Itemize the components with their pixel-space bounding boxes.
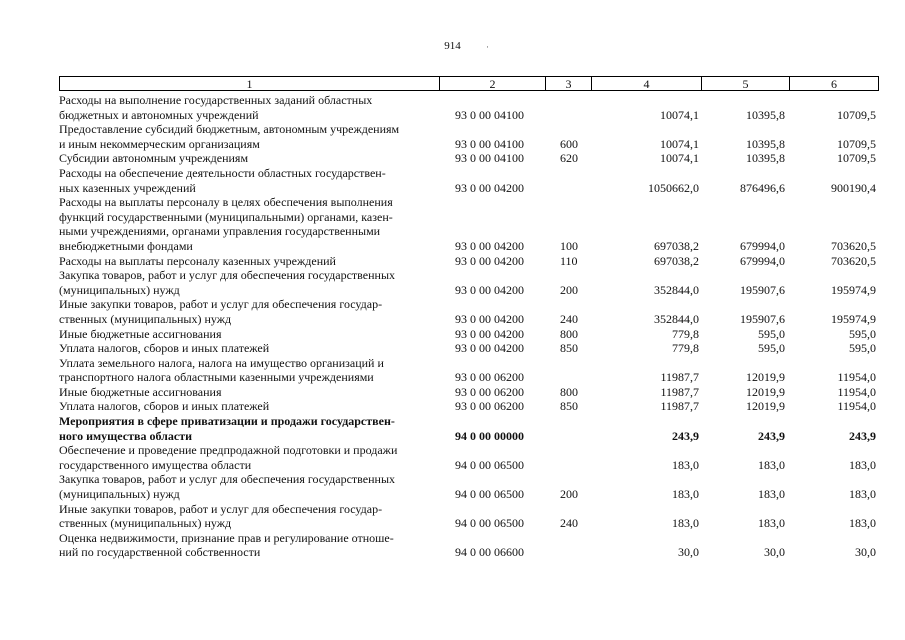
row-description (59, 195, 439, 253)
row-value-2: 243,9 (758, 428, 785, 443)
row-value-3: 703620,5 (831, 238, 876, 253)
row-value-1: 10074,1 (660, 136, 699, 151)
row-value-2: 195907,6 (740, 282, 785, 297)
row-code: 94 0 00 06600 (455, 545, 524, 560)
table-row (59, 297, 879, 326)
row-value-3: 10709,5 (837, 151, 876, 166)
row-value-2: 195907,6 (740, 311, 785, 326)
row-value-1: 779,8 (672, 341, 699, 356)
row-value-2: 183,0 (758, 516, 785, 531)
row-code: 93 0 00 04100 (455, 136, 524, 151)
table-row (59, 254, 879, 269)
row-type: 800 (560, 326, 578, 341)
row-value-1: 183,0 (672, 516, 699, 531)
row-value-2: 183,0 (758, 487, 785, 502)
table-row (59, 195, 879, 253)
row-value-1: 352844,0 (654, 311, 699, 326)
row-value-2: 876496,6 (740, 180, 785, 195)
row-description (59, 122, 439, 151)
description-line: Обеспечение и проведение предпродажной подготовки и продажи (59, 443, 398, 458)
row-value-3: 900190,4 (831, 180, 876, 195)
table-row (59, 502, 879, 531)
row-value-2: 12019,9 (746, 370, 785, 385)
row-code: 93 0 00 04200 (455, 326, 524, 341)
row-description (59, 502, 439, 531)
description-line: Оценка недвижимости, признание прав и регулирование отноше- (59, 530, 394, 545)
description-line: внебюджетными фондами (59, 238, 193, 253)
row-value-2: 679994,0 (740, 238, 785, 253)
description-line: Расходы на выплаты персоналу в целях обеспечения выполнения (59, 195, 393, 210)
description-line: Иные закупки товаров, работ и услуг для обеспечения государ- (59, 501, 383, 516)
row-description (59, 341, 439, 356)
row-description (59, 151, 439, 166)
row-code: 93 0 00 04200 (455, 253, 524, 268)
description-line: Предоставление субсидий бюджетным, автономным учреждениям (59, 122, 400, 137)
table-row (59, 268, 879, 297)
row-type: 100 (560, 238, 578, 253)
row-value-3: 595,0 (849, 326, 876, 341)
row-type: 600 (560, 136, 578, 151)
header-col-4: 4 (591, 76, 701, 91)
row-value-2: 12019,9 (746, 384, 785, 399)
header-col-6: 6 (789, 76, 879, 91)
row-code: 93 0 00 06200 (455, 370, 524, 385)
row-value-1: 183,0 (672, 487, 699, 502)
row-code: 93 0 00 04100 (455, 107, 524, 122)
description-line: Иные бюджетные ассигнования (59, 384, 222, 399)
row-value-3: 11954,0 (837, 370, 876, 385)
row-value-1: 697038,2 (654, 238, 699, 253)
header-col-3: 3 (545, 76, 591, 91)
description-line: Субсидии автономным учреждениям (59, 151, 249, 166)
row-description (59, 472, 439, 501)
table-row (59, 531, 879, 560)
row-code: 93 0 00 04200 (455, 180, 524, 195)
row-type: 240 (560, 311, 578, 326)
row-value-1: 352844,0 (654, 282, 699, 297)
row-value-1: 30,0 (678, 545, 699, 560)
row-value-1: 697038,2 (654, 253, 699, 268)
row-value-1: 10074,1 (660, 107, 699, 122)
description-line: Закупка товаров, работ и услуг для обеспечения государственных (59, 472, 396, 487)
description-line: Расходы на обеспечение деятельности областных государствен- (59, 165, 386, 180)
row-value-3: 30,0 (855, 545, 876, 560)
row-description (59, 327, 439, 342)
row-description (59, 356, 439, 385)
description-line: транспортного налога областными казенными учреждениями (59, 370, 374, 385)
row-value-1: 11987,7 (660, 384, 699, 399)
description-line: Иные бюджетные ассигнования (59, 326, 222, 341)
description-line: и иным некоммерческим организациям (59, 136, 260, 151)
row-value-3: 11954,0 (837, 384, 876, 399)
row-code: 93 0 00 04200 (455, 282, 524, 297)
table-row (59, 472, 879, 501)
description-line: Уплата налогов, сборов и иных платежей (59, 341, 270, 356)
description-line: ных казенных учреждений (59, 180, 196, 195)
row-value-2: 10395,8 (746, 107, 785, 122)
row-value-3: 10709,5 (837, 136, 876, 151)
scan-speck: · (486, 42, 489, 52)
description-line: ственных (муниципальных) нужд (59, 516, 232, 531)
row-code: 93 0 00 04200 (455, 311, 524, 326)
row-type: 200 (560, 487, 578, 502)
table-row (59, 385, 879, 400)
row-code: 93 0 00 04200 (455, 341, 524, 356)
row-type: 620 (560, 151, 578, 166)
row-code: 93 0 00 06200 (455, 384, 524, 399)
row-value-2: 30,0 (764, 545, 785, 560)
table-row (59, 151, 879, 166)
description-line: Уплата земельного налога, налога на имущество организаций и (59, 355, 384, 370)
row-code: 94 0 00 00000 (455, 428, 524, 443)
row-value-2: 595,0 (758, 326, 785, 341)
row-value-1: 183,0 (672, 457, 699, 472)
row-code: 93 0 00 04200 (455, 238, 524, 253)
row-value-2: 183,0 (758, 457, 785, 472)
row-type: 200 (560, 282, 578, 297)
row-value-1: 11987,7 (660, 370, 699, 385)
row-description (59, 385, 439, 400)
row-value-1: 10074,1 (660, 151, 699, 166)
description-line: Закупка товаров, работ и услуг для обеспечения государственных (59, 268, 396, 283)
row-type: 800 (560, 384, 578, 399)
description-line: Расходы на выплаты персоналу казенных учреждений (59, 253, 336, 268)
row-description (59, 93, 439, 122)
description-line: функций государственными (муниципальными) органами, казен- (59, 209, 393, 224)
description-line: Уплата налогов, сборов и иных платежей (59, 399, 270, 414)
row-description (59, 166, 439, 195)
row-value-1: 779,8 (672, 326, 699, 341)
row-description (59, 414, 439, 443)
table-row (59, 443, 879, 472)
table-row (59, 166, 879, 195)
table-body (59, 93, 879, 560)
row-code: 94 0 00 06500 (455, 457, 524, 472)
row-value-3: 595,0 (849, 341, 876, 356)
row-value-2: 10395,8 (746, 151, 785, 166)
header-col-2: 2 (439, 76, 545, 91)
table-row (59, 399, 879, 414)
row-value-3: 195974,9 (831, 282, 876, 297)
row-description (59, 268, 439, 297)
description-line: ний по государственной собственности (59, 545, 261, 560)
row-code: 93 0 00 06200 (455, 399, 524, 414)
description-line: ного имущества области (59, 428, 193, 443)
description-line: (муниципальных) нужд (59, 487, 180, 502)
row-value-2: 595,0 (758, 341, 785, 356)
table-row (59, 356, 879, 385)
description-line: ственных (муниципальных) нужд (59, 311, 232, 326)
row-code: 93 0 00 04100 (455, 151, 524, 166)
row-value-3: 195974,9 (831, 311, 876, 326)
row-code: 94 0 00 06500 (455, 487, 524, 502)
row-value-3: 11954,0 (837, 399, 876, 414)
page-number: 914 (444, 40, 461, 52)
row-description (59, 531, 439, 560)
description-line: государственного имущества области (59, 457, 252, 472)
header-col-1: 1 (59, 76, 439, 91)
row-value-3: 183,0 (849, 516, 876, 531)
row-description (59, 399, 439, 414)
table-row (59, 341, 879, 356)
row-type: 850 (560, 341, 578, 356)
row-value-1: 11987,7 (660, 399, 699, 414)
row-value-2: 12019,9 (746, 399, 785, 414)
row-description (59, 297, 439, 326)
table-row (59, 327, 879, 342)
row-value-2: 679994,0 (740, 253, 785, 268)
row-value-3: 10709,5 (837, 107, 876, 122)
row-value-3: 243,9 (849, 428, 876, 443)
row-code: 94 0 00 06500 (455, 516, 524, 531)
description-line: (муниципальных) нужд (59, 282, 180, 297)
row-value-1: 243,9 (672, 428, 699, 443)
row-type: 110 (560, 253, 578, 268)
table-row (59, 414, 879, 443)
table-row (59, 122, 879, 151)
header-col-5: 5 (701, 76, 789, 91)
description-line: Расходы на выполнение государственных заданий областных (59, 93, 373, 107)
table-row (59, 93, 879, 122)
row-type: 240 (560, 516, 578, 531)
table-header (59, 76, 879, 91)
row-value-3: 183,0 (849, 487, 876, 502)
description-line: Иные закупки товаров, работ и услуг для обеспечения государ- (59, 297, 383, 312)
description-line: ными учреждениями, органами управления государственными (59, 224, 381, 239)
row-value-1: 1050662,0 (648, 180, 699, 195)
description-line: Мероприятия в сфере приватизации и продажи государствен- (59, 414, 395, 429)
row-value-3: 703620,5 (831, 253, 876, 268)
row-type: 850 (560, 399, 578, 414)
row-description (59, 443, 439, 472)
row-value-3: 183,0 (849, 457, 876, 472)
description-line: бюджетных и автономных учреждений (59, 107, 259, 122)
row-description (59, 254, 439, 269)
row-value-2: 10395,8 (746, 136, 785, 151)
